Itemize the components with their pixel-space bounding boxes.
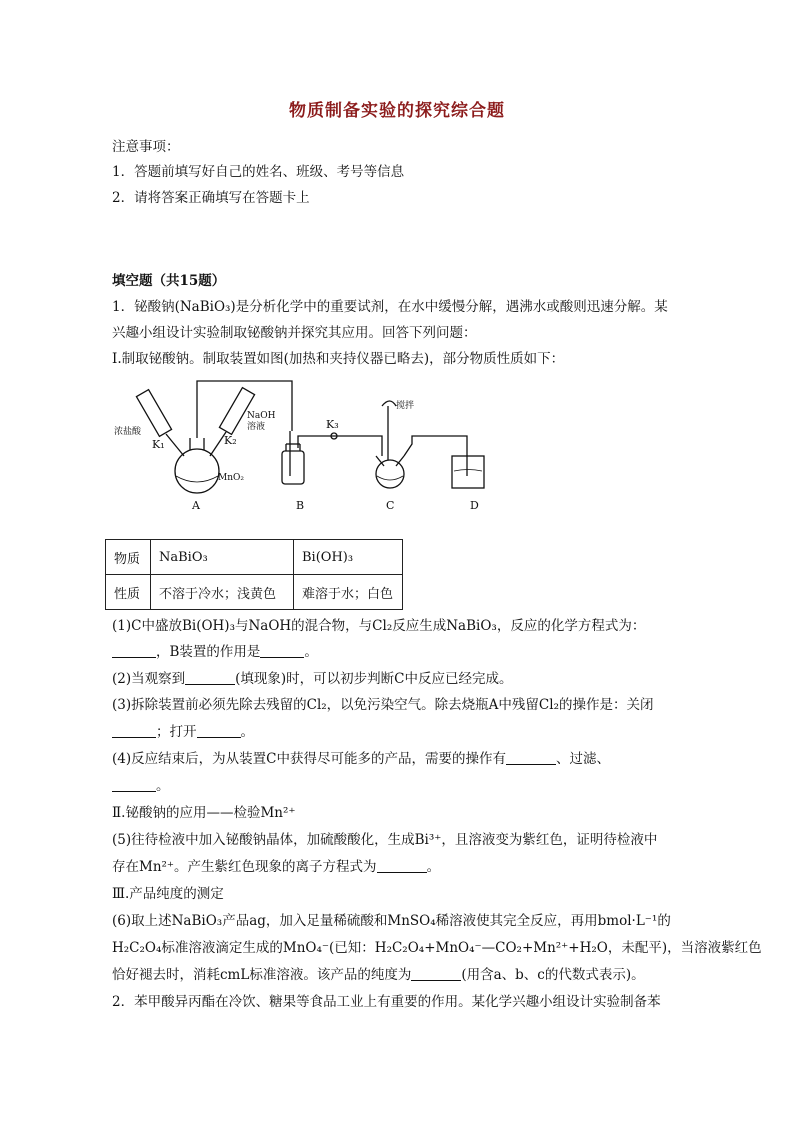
q1-sub6-line-1: (6)取上述NaBiO₃产品ag，加入足量稀硫酸和MnSO₄稀溶液使其完全反应，再用bmol·L⁻¹的 <box>112 913 671 929</box>
q1-sub5-line-1: (5)往待检液中加入铋酸钠晶体，加硫酸酸化，生成Bi³⁺，且溶液变为紫红色，证明待检液中 <box>112 832 658 848</box>
tube-a-b <box>197 381 292 438</box>
label-k3: K₃ <box>326 418 339 431</box>
bottle-b <box>282 451 304 484</box>
q1-sub3-line-2: ；打开 。 <box>112 722 692 742</box>
label-solution: 溶液 <box>247 422 266 432</box>
table-cell: Bi(OH)₃ <box>294 540 403 575</box>
table-row <box>106 540 403 575</box>
label-k1: K₁ <box>152 438 165 451</box>
q1-sub1-line-1: (1)C中盛放Bi(OH)₃与NaOH的混合物，与Cl₂反应生成NaBiO₃，反应的化学方程式为： <box>112 618 646 634</box>
q2-intro-line-1: 2．苯甲酸异丙酯在冷饮、糖果等食品工业上有重要的作用。某化学兴趣小组设计实验制备苯 <box>112 994 661 1010</box>
label-d: D <box>470 499 479 512</box>
flask-c <box>376 460 404 488</box>
table-row <box>106 575 403 610</box>
page-title: 物质制备实验的探究综合题 <box>289 101 505 121</box>
label-b: B <box>296 499 305 512</box>
answer-blank[interactable] <box>112 643 156 658</box>
table-cell: 物质 <box>106 540 151 575</box>
label-k2: K₂ <box>224 434 237 447</box>
label-stir: 搅拌 <box>396 401 415 411</box>
q1-sub4-line-2: 。 <box>112 776 692 796</box>
q1-part2-heading: Ⅱ.铋酸钠的应用——检验Mn²⁺ <box>112 805 296 821</box>
answer-blank[interactable] <box>112 723 156 738</box>
label-a: A <box>192 499 200 512</box>
label-c: C <box>386 499 395 512</box>
q1-sub2: (2)当观察到 (填现象)时，可以初步判断C中反应已经完成。 <box>112 671 513 687</box>
q1-sub4-line-1: (4)反应结束后，为从装置C中获得尽可能多的产品，需要的操作有 、过滤、 <box>112 751 610 767</box>
notice-item-1: 1．答题前填写好自己的姓名、班级、考号等信息 <box>112 164 405 180</box>
properties-table <box>105 539 403 610</box>
answer-blank[interactable] <box>411 966 461 981</box>
notice-item-2: 2．请将答案正确填写在答题卡上 <box>112 190 310 206</box>
answer-blank[interactable] <box>197 723 241 738</box>
q1-sub3-line-1: (3)拆除装置前必须先除去残留的Cl₂，以免污染空气。除去烧瓶A中残留Cl₂的操作是：关闭 <box>112 697 654 713</box>
q1-sub1-line-2: ，B装置的作用是 。 <box>112 642 692 662</box>
apparatus-diagram <box>112 376 512 516</box>
q1-intro-line-2: 兴趣小组设计实验制取铋酸钠并探究其应用。回答下列问题： <box>112 325 477 341</box>
answer-blank[interactable] <box>260 643 304 658</box>
q1-sub5-line-2: 存在Mn²⁺。产生紫红色现象的离子方程式为 。 <box>112 859 441 875</box>
q1-sub6-line-3: 恰好褪去时，消耗cmL标准溶液。该产品的纯度为 (用含a、b、c的代数式表示)。 <box>112 967 645 983</box>
label-naoh: NaOH <box>247 411 276 421</box>
table-cell: 不溶于冷水；浅黄色 <box>151 575 294 610</box>
section-heading: 填空题（共15题） <box>112 273 226 289</box>
label-hcl: 浓盐酸 <box>114 427 142 437</box>
q1-part1-heading: Ⅰ.制取铋酸钠。制取装置如图(加热和夹持仪器已略去)，部分物质性质如下： <box>112 351 565 367</box>
q1-sub6-line-2: H₂C₂O₄标准溶液滴定生成的MnO₄⁻(已知：H₂C₂O₄+MnO₄⁻—CO₂+Mn²⁺+H₂O，未配平)，当溶液紫红色 <box>112 940 762 956</box>
q1-intro-line-1: 1．铋酸钠(NaBiO₃)是分析化学中的重要试剂，在水中缓慢分解，遇沸水或酸则迅速分解。某 <box>112 299 668 315</box>
answer-blank[interactable] <box>185 670 235 685</box>
flask-a <box>175 449 219 493</box>
label-mno2: MnO₂ <box>218 473 244 483</box>
table-cell: NaBiO₃ <box>151 540 294 575</box>
answer-blank[interactable] <box>112 777 156 792</box>
notice-heading: 注意事项： <box>112 139 180 155</box>
table-cell: 难溶于水；白色 <box>294 575 403 610</box>
beaker-d <box>452 456 484 488</box>
answer-blank[interactable] <box>506 750 556 765</box>
answer-blank[interactable] <box>377 858 427 873</box>
q1-part3-heading: Ⅲ.产品纯度的测定 <box>112 886 224 902</box>
table-cell: 性质 <box>106 575 151 610</box>
